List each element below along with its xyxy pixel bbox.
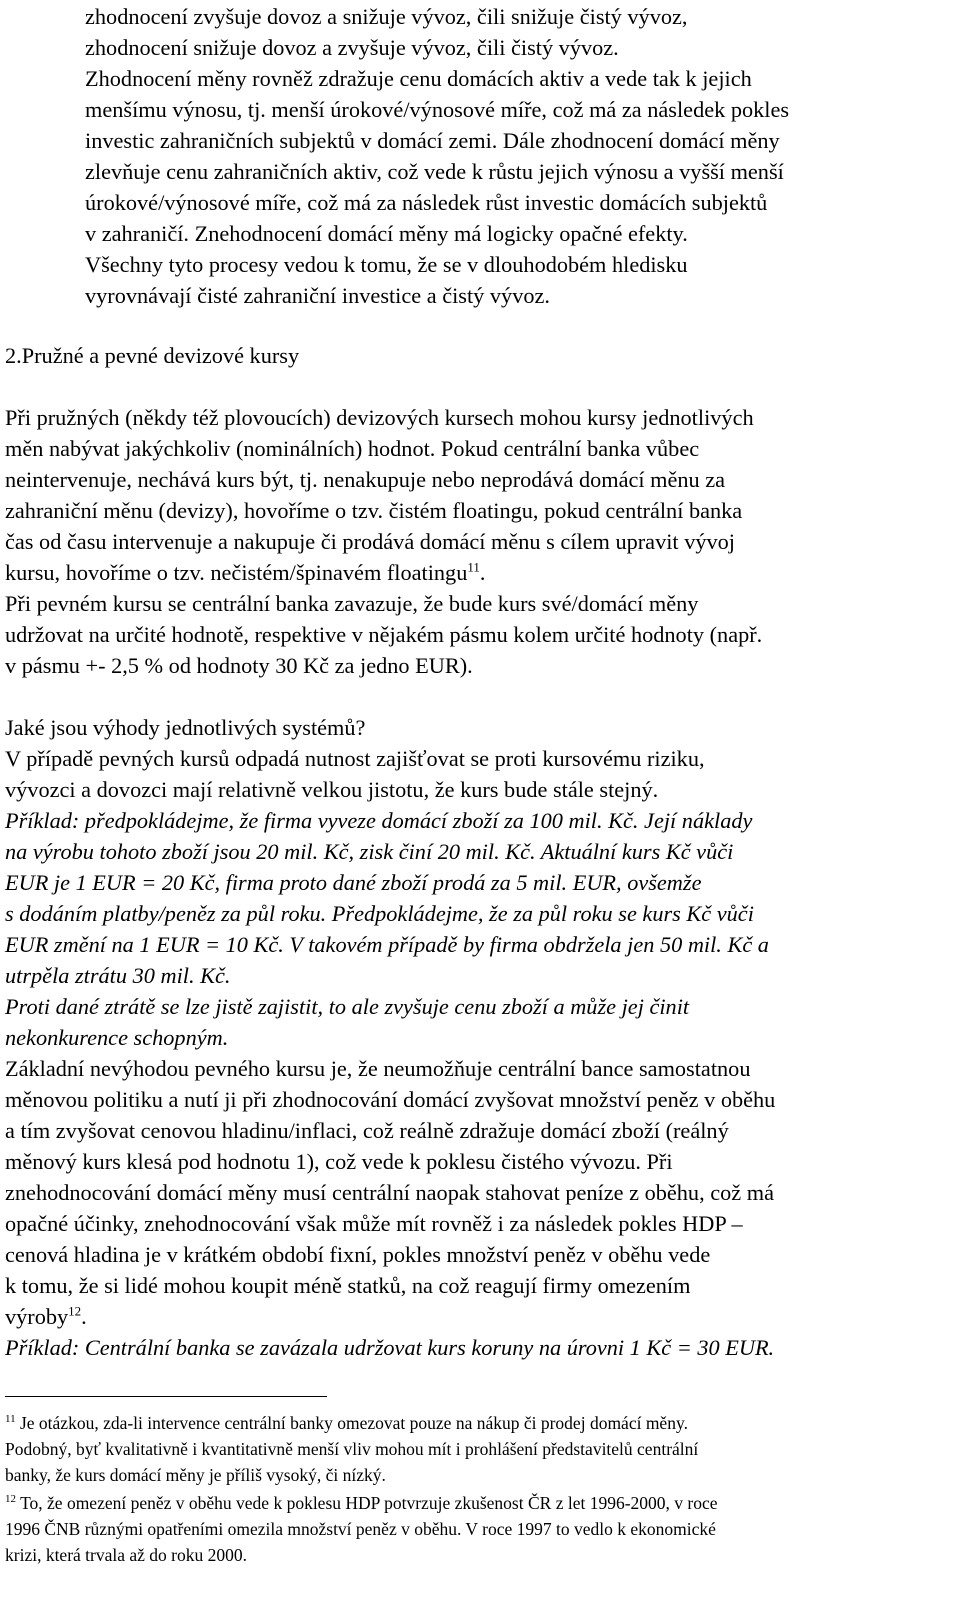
paragraph-line: menšímu výnosu, tj. menší úrokové/výnosové míře, což má za následek pokles [85,97,790,122]
paragraph-line: Všechny tyto procesy vedou k tomu, že se v dlouhodobém hledisku [85,252,688,277]
paragraph-line: udržovat na určité hodnotě, respektive v nějakém pásmu kolem určité hodnoty (např. [5,622,763,647]
footnote-line: banky, že kurs domácí měny je příliš vysoký, či nízký. [5,1465,386,1485]
line-text: kursu, hovoříme o tzv. nečistém/špinavém floatingu [5,560,468,585]
example-line: utrpěla ztrátu 30 mil. Kč. [5,963,231,988]
paragraph-line [5,1302,87,1332]
paragraph-line: k tomu, že si lidé mohou koupit méně statků, na což reagují firmy omezením [5,1273,691,1298]
paragraph-line: úrokové/výnosové míře, což má za následek růst investic domácích subjektů [85,190,768,215]
footnote-text: Je otázkou, zda-li intervence centrální banky omezovat pouze na nákup či prodej domácí měny. [19,1413,688,1433]
paragraph-line: zlevňuje cenu zahraničních aktiv, což vede k růstu jejich výnosu a vyšší menší [85,159,784,184]
footnote-line: 1996 ČNB různými opatřeními omezila množství peněz v oběhu. V roce 1997 to vedlo k ekonomické [5,1519,716,1539]
paragraph-line: opačné účinky, znehodnocování však může mít rovněž i za následek pokles HDP – [5,1211,743,1236]
paragraph-line: měnovou politiku a nutí ji při zhodnocování domácí zvyšovat množství peněz v oběhu [5,1087,776,1112]
example-line: EUR změní na 1 EUR = 10 Kč. V takovém případě by firma obdržela jen 50 mil. Kč a [5,932,769,957]
section-heading: 2.Pružné a pevné devizové kursy [5,343,300,368]
footnote-12 [5,1491,718,1515]
paragraph-line: v zahraničí. Znehodnocení domácí měny má logicky opačné efekty. [85,221,688,246]
line-tail: . [479,560,486,585]
paragraph-line: Zhodnocení měny rovněž zdražuje cenu domácích aktiv a vede tak k jejich [85,66,752,91]
example-line: Příklad: Centrální banka se zavázala udržovat kurs koruny na úrovni 1 Kč = 30 EUR. [5,1335,775,1360]
paragraph-line: čas od času intervenuje a nakupuje či prodává domácí měnu s cílem upravit vývoj [5,529,735,554]
paragraph-line: Při pružných (někdy též plovoucích) devizových kursech mohou kursy jednotlivých [5,405,754,430]
footnote-line: Podobný, byť kvalitativně i kvantitativně menší vliv mohou mít i prohlášení představitelů centrální [5,1439,699,1459]
paragraph-line: zahraniční měnu (devizy), hovoříme o tzv. čistém floatingu, pokud centrální banka [5,498,743,523]
footnote-marker-12: 12 [5,1493,16,1506]
paragraph-line: vyrovnávají čisté zahraniční investice a čistý vývoz. [85,283,550,308]
paragraph-line: Při pevném kursu se centrální banka zavazuje, že bude kurs své/domácí měny [5,591,699,616]
example-line: nekonkurence schopným. [5,1025,229,1050]
example-line: na výrobu tohoto zboží jsou 20 mil. Kč, zisk činí 20 mil. Kč. Aktuální kurs Kč vůči [5,839,734,864]
line-tail: . [81,1304,87,1329]
paragraph-line: a tím zvyšovat cenovou hladinu/inflaci, což reálně zdražuje domácí zboží (reálný [5,1118,729,1143]
paragraph-line: V případě pevných kursů odpadá nutnost zajišťovat se proti kursovému riziku, [5,746,705,771]
paragraph-line [5,558,485,588]
paragraph-line: investic zahraničních subjektů v domácí zemi. Dále zhodnocení domácí měny [85,128,780,153]
footnote-line: krizi, která trvala až do roku 2000. [5,1545,247,1565]
footnote-marker-11: 11 [5,1413,16,1426]
footnote-separator [5,1396,327,1397]
paragraph-line: neintervenuje, nechává kurs být, tj. nenakupuje nebo neprodává domácí měnu za [5,467,726,492]
paragraph-line: zhodnocení zvyšuje dovoz a snižuje vývoz, čili snižuje čistý vývoz, [85,4,688,29]
footnote-text: To, že omezení peněz v oběhu vede k poklesu HDP potvrzuje zkušenost ČR z let 1996-2000, v roce [20,1493,718,1513]
example-line: Příklad: předpokládejme, že firma vyveze domácí zboží za 100 mil. Kč. Její náklady [5,808,753,833]
paragraph-line: měnový kurs klesá pod hodnotu 1), což vede k poklesu čistého vývozu. Při [5,1149,673,1174]
line-text: výroby [5,1304,69,1329]
footnote-ref-11[interactable]: 11 [467,559,480,575]
example-line: EUR je 1 EUR = 20 Kč, firma proto dané zboží prodá za 5 mil. EUR, ovšemže [5,870,702,895]
example-line: s dodáním platby/peněz za půl roku. Předpokládejme, že za půl roku se kurs Kč vůči [5,901,754,926]
question-heading: Jaké jsou výhody jednotlivých systémů? [5,715,366,740]
footnote-11 [5,1411,688,1435]
paragraph-line: v pásmu +- 2,5 % od hodnoty 30 Kč za jedno EUR). [5,653,473,678]
paragraph-line: znehodnocování domácí měny musí centrální naopak stahovat peníze z oběhu, což má [5,1180,774,1205]
paragraph-line: měn nabývat jakýchkoliv (nominálních) hodnot. Pokud centrální banka vůbec [5,436,700,461]
footnote-ref-12[interactable]: 12 [68,1303,82,1319]
paragraph-line: Základní nevýhodou pevného kursu je, že neumožňuje centrální bance samostatnou [5,1056,751,1081]
paragraph-line: zhodnocení snižuje dovoz a zvyšuje vývoz, čili čistý vývoz. [85,35,619,60]
paragraph-line: cenová hladina je v krátkém období fixní, pokles množství peněz v oběhu vede [5,1242,711,1267]
example-line: Proti dané ztrátě se lze jistě zajistit, to ale zvyšuje cenu zboží a může jej činit [5,994,690,1019]
paragraph-line: vývozci a dovozci mají relativně velkou jistotu, že kurs bude stále stejný. [5,777,659,802]
